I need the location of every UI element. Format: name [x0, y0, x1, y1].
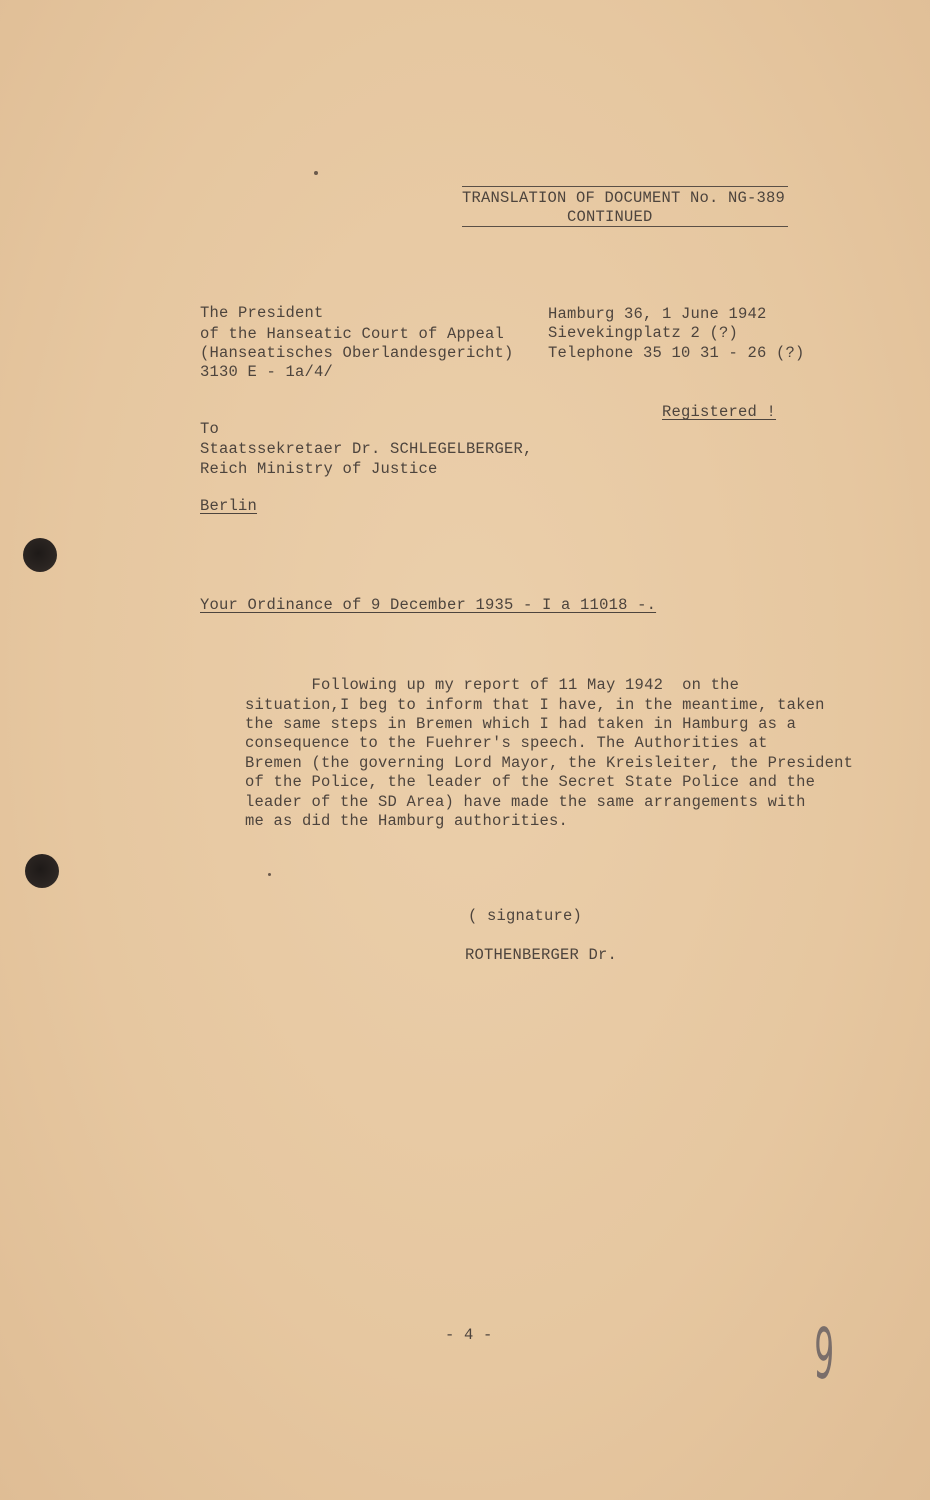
body-line: leader of the SD Area) have made the same arrangements with	[245, 793, 806, 811]
punch-hole-top	[23, 538, 57, 572]
body-line: Following up my report of 11 May 1942 on the	[245, 676, 740, 694]
folio-number: 9	[813, 1312, 836, 1397]
body-line: the same steps in Bremen which I had taken in Hamburg as a	[245, 715, 797, 733]
header-rule-bottom	[462, 226, 788, 227]
punch-hole-bottom	[25, 854, 59, 888]
body-line: consequence to the Fuehrer's speech. The Authorities at	[245, 734, 768, 752]
speck	[268, 873, 271, 876]
reference-line: Your Ordinance of 9 December 1935 - I a 11018 -.	[200, 596, 657, 614]
recipient-city: Berlin	[200, 497, 258, 515]
page-number: - 4 -	[445, 1326, 493, 1344]
sender-line-4: 3130 E - 1a/4/	[200, 363, 334, 381]
recipient-office: Reich Ministry of Justice	[200, 460, 438, 478]
recipient-name: Staatssekretaer Dr. SCHLEGELBERGER,	[200, 440, 533, 458]
header-rule-top	[462, 186, 788, 187]
sender-line-2: of the Hanseatic Court of Appeal	[200, 325, 505, 343]
document-title: TRANSLATION OF DOCUMENT No. NG-389	[462, 189, 786, 207]
place-date-line-3: Telephone 35 10 31 - 26 (?)	[548, 344, 805, 362]
speck	[314, 171, 318, 175]
place-date-line-1: Hamburg 36, 1 June 1942	[548, 305, 767, 323]
sender-line-1: The President	[200, 304, 324, 322]
registered-mark: Registered !	[662, 403, 777, 421]
body-line: Bremen (the governing Lord Mayor, the Kreisleiter, the President	[245, 754, 854, 772]
recipient-to: To	[200, 420, 220, 438]
signature-note: ( signature)	[468, 907, 583, 925]
body-line: situation,I beg to inform that I have, in the meantime, taken	[245, 696, 825, 714]
sender-line-3: (Hanseatisches Oberlandesgericht)	[200, 344, 514, 362]
document-subtitle: CONTINUED	[567, 208, 653, 226]
body-line: me as did the Hamburg authorities.	[245, 812, 569, 830]
signature-name: ROTHENBERGER Dr.	[465, 946, 618, 964]
place-date-line-2: Sievekingplatz 2 (?)	[548, 324, 739, 342]
body-line: of the Police, the leader of the Secret State Police and the	[245, 773, 816, 791]
